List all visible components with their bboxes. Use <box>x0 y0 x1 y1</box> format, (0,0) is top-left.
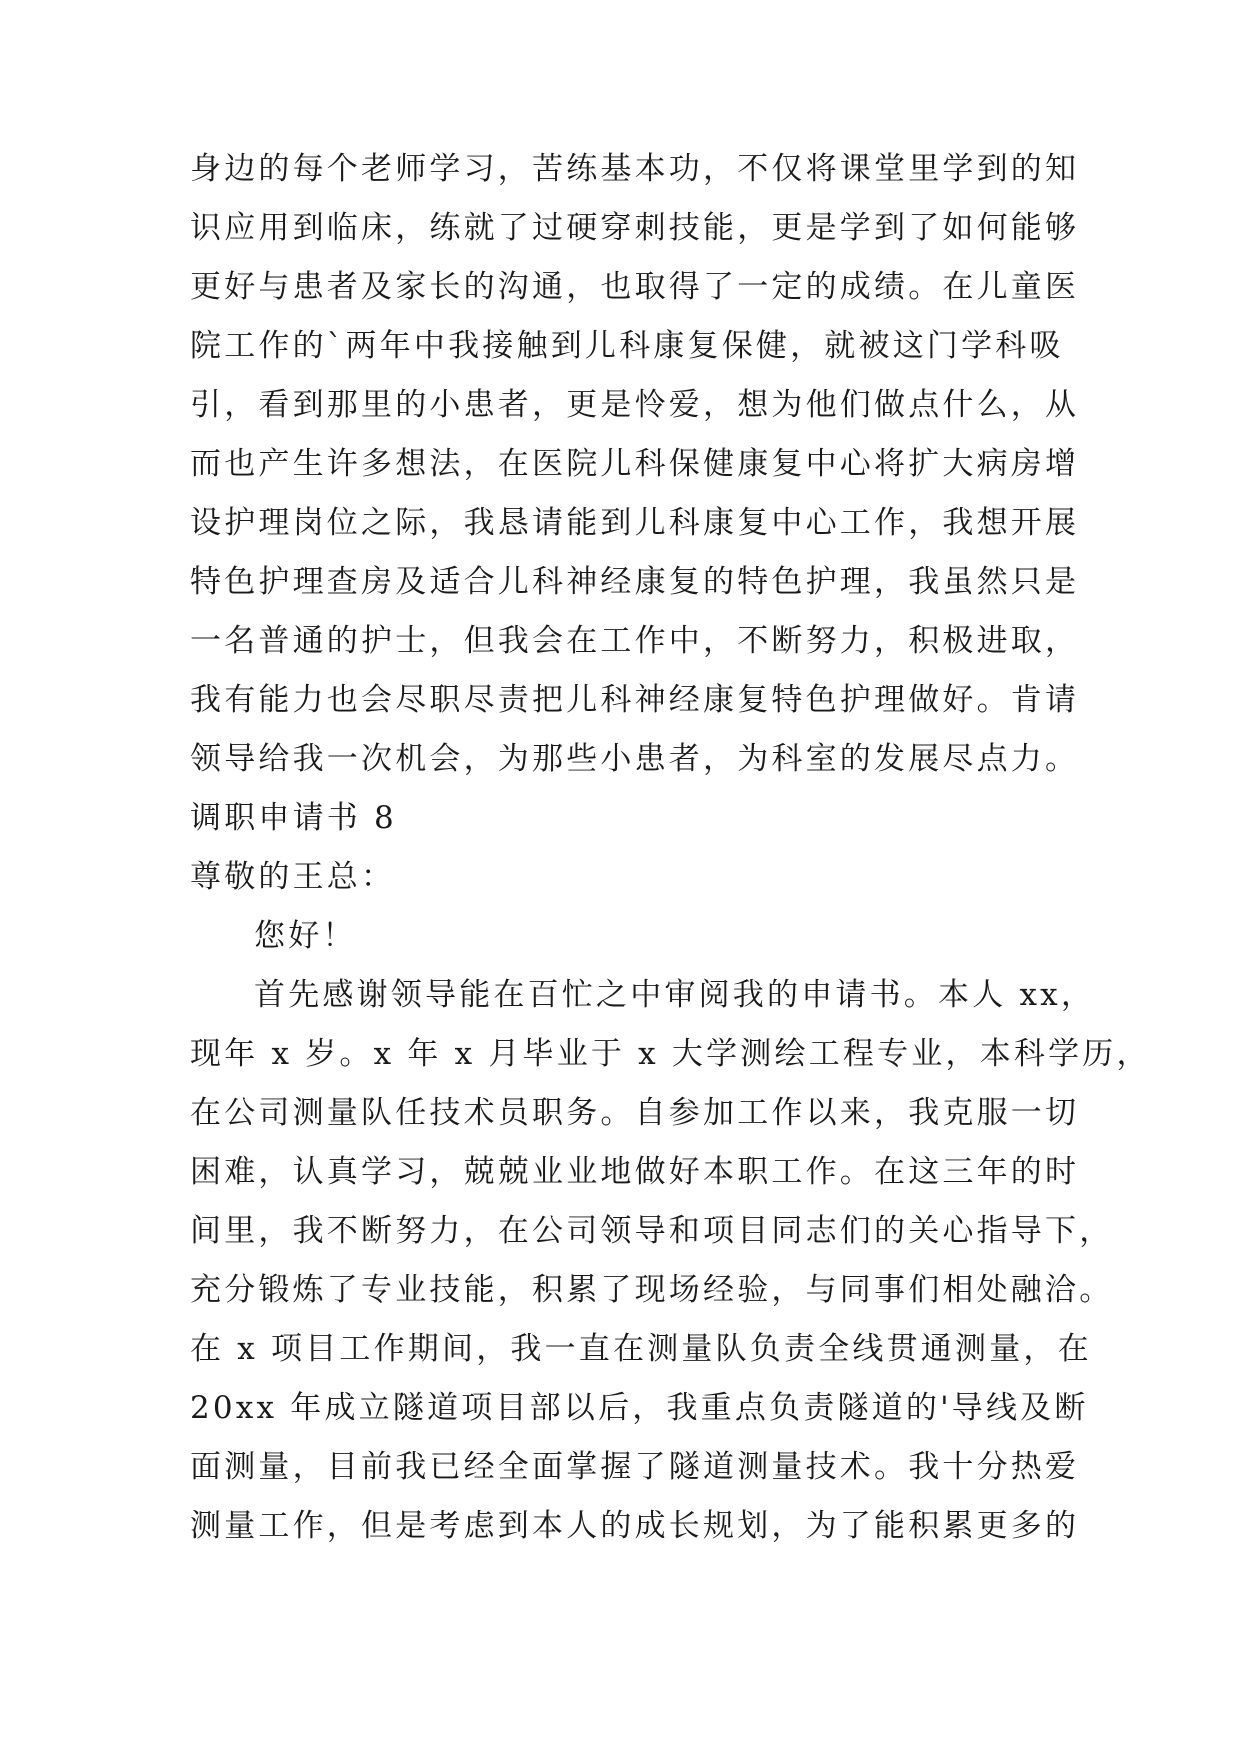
text-line-19: 间里，我不断努力，在公司领导和项目同志们的关心指导下， <box>190 1213 1114 1249</box>
text-line-23: 面测量，目前我已经全面掌握了隧道测量技术。我十分热爱 <box>190 1449 1080 1485</box>
text-line-17: 在公司测量队任技术员职务。自参加工作以来，我克服一切 <box>190 1095 1080 1131</box>
text-line-7: 设护理岗位之际，我恳请能到儿科康复中心工作，我想开展 <box>190 505 1080 541</box>
salutation: 尊敬的王总： <box>190 859 396 895</box>
text-line-4: 院工作的`两年中我接触到儿科康复保健，就被这门学科吸 <box>190 328 1064 364</box>
text-line-6: 而也产生许多想法，在医院儿科保健康复中心将扩大病房增 <box>190 446 1080 482</box>
text-line-21: 在 x 项目工作期间，我一直在测量队负责全线贯通测量，在 <box>190 1331 1092 1367</box>
text-line-3: 更好与患者及家长的沟通，也取得了一定的成绩。在儿童医 <box>190 269 1080 305</box>
text-line-1: 身边的每个老师学习，苦练基本功，不仅将课堂里学到的知 <box>190 151 1080 187</box>
text-line-20: 充分锻炼了专业技能，积累了现场经验，与同事们相处融洽。 <box>190 1272 1114 1308</box>
text-line-22: 20xx 年成立隧道项目部以后，我重点负责隧道的'导线及断 <box>190 1390 1089 1426</box>
text-line-8: 特色护理查房及适合儿科神经康复的特色护理，我虽然只是 <box>190 564 1080 600</box>
section-heading: 调职申请书 8 <box>190 800 397 836</box>
text-line-24: 测量工作，但是考虑到本人的成长规划，为了能积累更多的 <box>190 1508 1080 1544</box>
text-line-16: 现年 x 岁。x 年 x 月毕业于 x 大学测绘工程专业，本科学历， <box>190 1036 1151 1072</box>
text-line-2: 识应用到临床，练就了过硬穿刺技能，更是学到了如何能够 <box>190 210 1080 246</box>
text-line-15: 首先感谢领导能在百忙之中审阅我的申请书。本人 xx， <box>254 977 1096 1013</box>
greeting: 您好！ <box>254 918 357 954</box>
text-line-10: 我有能力也会尽职尽责把儿科神经康复特色护理做好。肯请 <box>190 682 1080 718</box>
text-line-11: 领导给我一次机会，为那些小患者，为科室的发展尽点力。 <box>190 741 1080 777</box>
text-line-5: 引，看到那里的小患者，更是怜爱，想为他们做点什么，从 <box>190 387 1080 423</box>
text-line-18: 困难，认真学习，兢兢业业地做好本职工作。在这三年的时 <box>190 1154 1080 1190</box>
text-line-9: 一名普通的护士，但我会在工作中，不断努力，积极进取， <box>190 623 1080 659</box>
